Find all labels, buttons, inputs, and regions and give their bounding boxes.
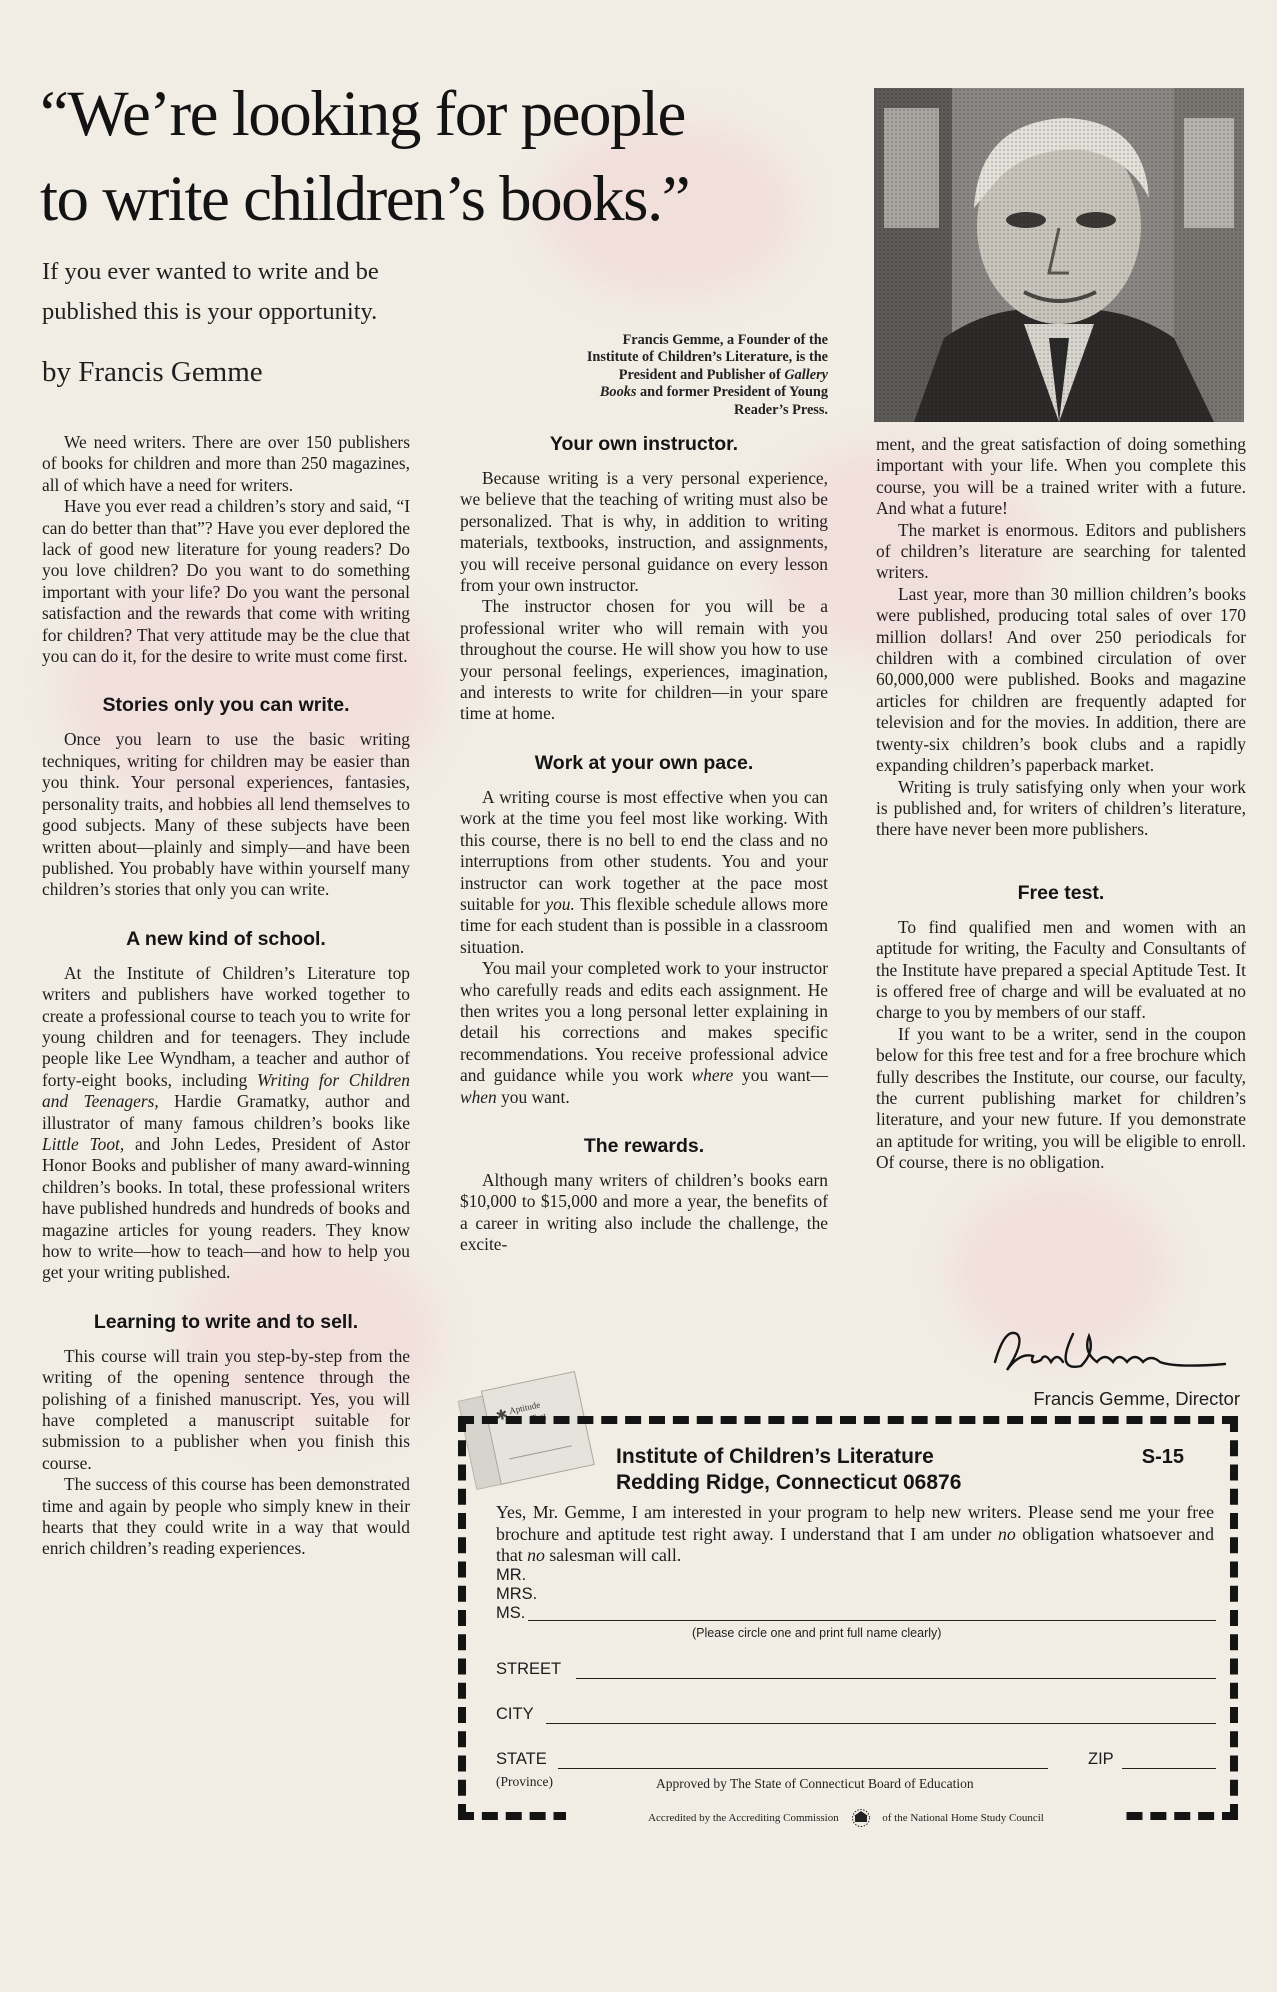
street-label: STREET: [496, 1660, 562, 1678]
text: Hardie Gramatky, author and illustrator of many famous children’s books like: [42, 1091, 410, 1133]
subheadline-line-2: published this is your opportunity.: [42, 298, 378, 325]
text: obligation whatsoever and that: [496, 1523, 1214, 1565]
caption-line: Institute of Children’s Literature, is the: [586, 349, 828, 366]
emphasis: when: [460, 1086, 497, 1107]
coupon-request-text: [496, 1502, 1214, 1567]
column-right: [876, 434, 1246, 1174]
caption-text: President and Publisher of: [618, 366, 781, 383]
text: and John Ledes, President of Astor Honor Books and publisher of many award-winning children’s books. In total, these professional writers have published hundreds and hundreds of books and magazine articles for young readers. They know how to write—how to teach—and how to help you get your writing published.: [42, 1133, 410, 1283]
paragraph: Last year, more than 30 million children’s books were published, producing total sales of over 170 million dollars! And over 250 periodicals for children with a combined circulation of over 60,000,000 were published. Books and magazine articles for children are frequently adapted for television and for the movies. In addition, there are twenty-six children’s book clubs and a rapidly expanding children’s paperback market.: [876, 583, 1246, 776]
text: This flexible schedule allows more time for each student than is possible in a classroom situation.: [460, 893, 828, 957]
city-field[interactable]: [546, 1723, 1216, 1724]
photo-caption: [510, 332, 828, 419]
subheadline: [42, 252, 482, 332]
paragraph: [460, 958, 828, 1108]
text: you want—: [742, 1065, 828, 1086]
book-title: Little Toot,: [42, 1133, 125, 1154]
paragraph: [42, 963, 410, 1284]
zip-field[interactable]: [1122, 1768, 1216, 1769]
brochure-label-1: Aptitude: [508, 1399, 542, 1416]
province-label: (Province): [496, 1774, 553, 1789]
emphasis: where: [691, 1065, 734, 1086]
coupon-code: S-15: [1141, 1446, 1184, 1468]
accreditation-text: of the National Home Study Council: [882, 1812, 1044, 1824]
paragraph: We need writers. There are over 150 publishers of books for children and more than 250 magazines, all of which have a need for writers.: [42, 432, 410, 495]
accreditation-text: Accredited by the Accrediting Commission: [648, 1812, 839, 1824]
byline: by Francis Gemme: [42, 356, 263, 388]
text: A writing course is most effective when you can work at the time you feel most like working. With this course, there is no bell to end the class and no interruptions from other students. You and your instructor can work together at the pace most suitable for: [460, 786, 828, 914]
zip-label: ZIP: [1088, 1750, 1114, 1768]
signature-name: Francis Gemme, Director: [1033, 1388, 1240, 1409]
signature-image: [985, 1322, 1235, 1382]
text: Yes, Mr. Gemme, I am interested in your program to help new writers. Please send me your free brochure and aptitude test right away. I understand that I am under: [496, 1502, 1214, 1544]
caption-books: Books: [599, 384, 637, 401]
section-heading: A new kind of school.: [126, 927, 326, 950]
text: salesman will call.: [549, 1545, 682, 1565]
order-coupon[interactable]: [458, 1416, 1238, 1824]
salutation-options[interactable]: [496, 1566, 537, 1623]
institute-address: Redding Ridge, Connecticut 06876: [616, 1471, 962, 1494]
subheadline-line-1: If you ever wanted to write and be: [42, 258, 379, 285]
caption-line: [510, 367, 828, 384]
salutation-mr[interactable]: MR.: [496, 1566, 527, 1584]
section-heading: Your own instructor.: [549, 433, 739, 455]
paragraph: To find qualified men and women with an aptitude for writing, the Faculty and Consultants of the Institute have prepared a special Aptitude Test. It is offered free of charge and will be evaluated at no charge to you by members of our staff.: [876, 916, 1246, 1023]
paragraph: If you want to be a writer, send in the coupon below for this free test and for a free brochure which fully describes the Institute, our course, our faculty, the current publishing market for children’s literature, and your new future. If you demonstrate an aptitude for writing, you will be eligible to enroll. Of course, there is no obligation.: [876, 1023, 1246, 1173]
state-label: STATE: [496, 1750, 547, 1768]
emphasis: you.: [545, 893, 575, 914]
caption-line: [510, 384, 828, 401]
column-middle: [460, 432, 828, 1256]
emphasis-no: no: [997, 1523, 1016, 1544]
paragraph: Because writing is a very personal experience, we believe that the teaching of writing must also be personalized. That is why, in addition to writing materials, textbooks, instruction, and assignments, you will receive personal guidance on every lesson from your own instructor.: [460, 468, 828, 596]
headline-line-1: “We’re looking for people: [40, 78, 685, 150]
caption-gallery: Gallery: [784, 366, 828, 383]
emphasis-no: no: [527, 1545, 545, 1565]
accreditation-line: [566, 1808, 1126, 1828]
star-icon: ✱: [494, 1407, 510, 1425]
approval-note: Approved by The State of Connecticut Board of Education: [656, 1776, 974, 1791]
text: you want.: [501, 1086, 570, 1107]
street-field[interactable]: [576, 1678, 1216, 1679]
headline-line-2: to write children’s books.”: [40, 163, 690, 235]
caption-line: Reader’s Press.: [734, 401, 828, 418]
paragraph: Writing is truly satisfying only when your work is published and, for writers of children’s literature, there have never been more publishers.: [876, 776, 1246, 840]
salutation-mrs[interactable]: MRS.: [496, 1585, 538, 1603]
brochure-label-2: Test: [530, 1410, 547, 1424]
city-label: CITY: [496, 1705, 534, 1723]
paragraph: The instructor chosen for you will be a professional writer who will remain with you throughout the course. He will show you how to use your personal feelings, experiences, imagination, and interests to write for children—in your spare time at home.: [460, 596, 828, 724]
state-field[interactable]: [558, 1768, 1048, 1769]
caption-text: and former President of Young: [640, 384, 828, 401]
section-heading: Stories only you can write.: [102, 694, 350, 717]
institute-name: Institute of Children’s Literature: [616, 1445, 934, 1468]
paragraph: Once you learn to use the basic writing techniques, writing for children may be easier than you think. Your personal experiences, fantasies, personality traits, and hobbies all lend themselves to good subjects. Many of these subjects have been written about—plainly and simply—and have been published. You probably have within yourself many children’s stories that only you can write.: [42, 729, 410, 900]
paragraph: This course will train you step-by-step from the writing of the opening sentence through the polishing of a finished manuscript. Yes, you will have completed a manuscript suitable for submission to a publisher when you finish this course.: [42, 1345, 410, 1473]
nhsc-seal-icon: [848, 1809, 874, 1827]
author-photo: [874, 88, 1244, 422]
section-heading: Free test.: [1017, 881, 1105, 904]
paragraph: ment, and the great satisfaction of doing something important with your life. When you complete this course, you will be a trained writer with a future. And what a future!: [876, 434, 1246, 519]
paragraph: Although many writers of children’s books earn $10,000 to $15,000 and more a year, the benefits of a career in writing also include the challenge, the excite-: [460, 1169, 828, 1255]
name-field[interactable]: [528, 1620, 1216, 1621]
portrait-illustration: [874, 88, 1244, 422]
caption-line: Francis Gemme, a Founder of the: [622, 332, 828, 348]
column-left: [42, 432, 410, 1560]
book-title: Writing for Children and Teenagers,: [42, 1069, 410, 1112]
coupon-header: [616, 1444, 961, 1496]
section-heading: The rewards.: [583, 1134, 705, 1157]
headline: [40, 72, 870, 242]
paragraph: Have you ever read a children’s story and said, “I can do better than that”? Have you ever deplored the lack of good new literature for young readers? Do you love children? Do you want to do something important with your life? Do you want the personal satisfaction and the rewards that come with writing for children? That very attitude may be the clue that you can do it, for the desire to write must come first.: [42, 496, 410, 667]
section-heading: Work at your own pace.: [534, 751, 754, 774]
paragraph: The market is enormous. Editors and publishers of children’s literature are searching for talented writers.: [876, 519, 1246, 583]
text: At the Institute of Children’s Literature top writers and publishers have worked together to create a professional course to teach you to write for young children and for teenagers. They include people like Lee Wyndham, a teacher and author of forty-eight books, including: [42, 962, 410, 1090]
text: You mail your completed work to your instructor who carefully reads and edits each assignment. He then writes you a long personal letter explaining in detail his corrections and makes specific recommendations. You receive professional advice and guidance while you work: [460, 958, 828, 1086]
paragraph: [460, 787, 828, 958]
paragraph: The success of this course has been demonstrated time and again by people who simply knew in their hearts that they could write in a way that would enrich children’s reading experiences.: [42, 1474, 410, 1559]
name-field-note: (Please circle one and print full name clearly): [692, 1626, 942, 1640]
section-heading: Learning to write and to sell.: [93, 1310, 359, 1333]
salutation-ms[interactable]: MS.: [496, 1604, 526, 1622]
